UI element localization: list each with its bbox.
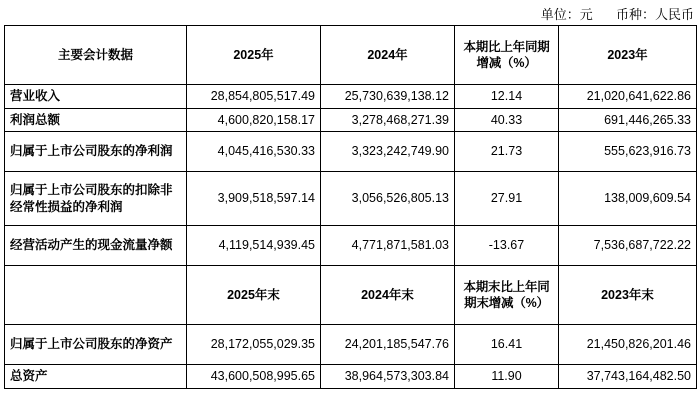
table-row (5, 85, 697, 109)
currency-label: 币种：人民币 (615, 7, 694, 22)
total-assets-2025: 43,600,508,995.65 (187, 365, 321, 389)
net-profit-excl-2024: 3,056,526,805.13 (321, 172, 455, 226)
header-2025: 2025年 (187, 26, 321, 85)
revenue-2025: 28,854,805,517.49 (187, 85, 321, 109)
header-2025-end: 2025年末 (187, 266, 321, 325)
net-profit-2025: 4,045,416,530.33 (187, 132, 321, 172)
total-assets-change: 11.90 (455, 365, 559, 389)
operating-cash-flow-2024: 4,771,871,581.03 (321, 226, 455, 266)
table-row (5, 365, 697, 389)
operating-cash-flow-2025: 4,119,514,939.45 (187, 226, 321, 266)
header-period-change: 本期比上年同期增减（%） (455, 26, 559, 85)
header-2024: 2024年 (321, 26, 455, 85)
header-2023: 2023年 (559, 26, 697, 85)
table-row (5, 132, 697, 172)
total-assets-2024: 38,964,573,303.84 (321, 365, 455, 389)
header-blank-cell (5, 266, 187, 325)
unit-label: 单位：元 (540, 7, 593, 22)
net-profit-excl-2025: 3,909,518,597.14 (187, 172, 321, 226)
row-label-net-profit: 归属于上市公司股东的净利润 (5, 132, 187, 172)
revenue-2023: 21,020,641,622.86 (559, 85, 697, 109)
net-profit-2023: 555,623,916.73 (559, 132, 697, 172)
header-2023-end: 2023年末 (559, 266, 697, 325)
net-profit-excl-2023: 138,009,609.54 (559, 172, 697, 226)
revenue-change: 12.14 (455, 85, 559, 109)
row-label-revenue: 营业收入 (5, 85, 187, 109)
revenue-2024: 25,730,639,138.12 (321, 85, 455, 109)
row-label-net-assets: 归属于上市公司股东的净资产 (5, 325, 187, 365)
total-profit-change: 40.33 (455, 108, 559, 132)
header-2024-end: 2024年末 (321, 266, 455, 325)
table-row (5, 325, 697, 365)
net-assets-2024: 24,201,185,547.76 (321, 325, 455, 365)
row-label-net-profit-excl-nonrecurring: 归属于上市公司股东的扣除非经常性损益的净利润 (5, 172, 187, 226)
table-row (5, 172, 697, 226)
header-main-accounting-data: 主要会计数据 (5, 26, 187, 85)
net-profit-excl-change: 27.91 (455, 172, 559, 226)
total-profit-2024: 3,278,468,271.39 (321, 108, 455, 132)
net-assets-change: 16.41 (455, 325, 559, 365)
net-assets-2023: 21,450,826,201.46 (559, 325, 697, 365)
row-label-total-profit: 利润总额 (5, 108, 187, 132)
total-profit-2023: 691,446,265.33 (559, 108, 697, 132)
net-profit-2024: 3,323,242,749.90 (321, 132, 455, 172)
table-row (5, 108, 697, 132)
net-profit-change: 21.73 (455, 132, 559, 172)
row-label-total-assets: 总资产 (5, 365, 187, 389)
total-profit-2025: 4,600,820,158.17 (187, 108, 321, 132)
total-assets-2023: 37,743,164,482.50 (559, 365, 697, 389)
header-period-end-change: 本期末比上年同期末增减（%） (455, 266, 559, 325)
net-assets-2025: 28,172,055,029.35 (187, 325, 321, 365)
unit-currency-note (541, 4, 694, 23)
table-header-row-period-end (5, 266, 697, 325)
table-header-row-period (5, 26, 697, 85)
financial-data-table (4, 25, 697, 389)
operating-cash-flow-change: -13.67 (455, 226, 559, 266)
operating-cash-flow-2023: 7,536,687,722.22 (559, 226, 697, 266)
table-row (5, 226, 697, 266)
row-label-operating-cash-flow: 经营活动产生的现金流量净额 (5, 226, 187, 266)
